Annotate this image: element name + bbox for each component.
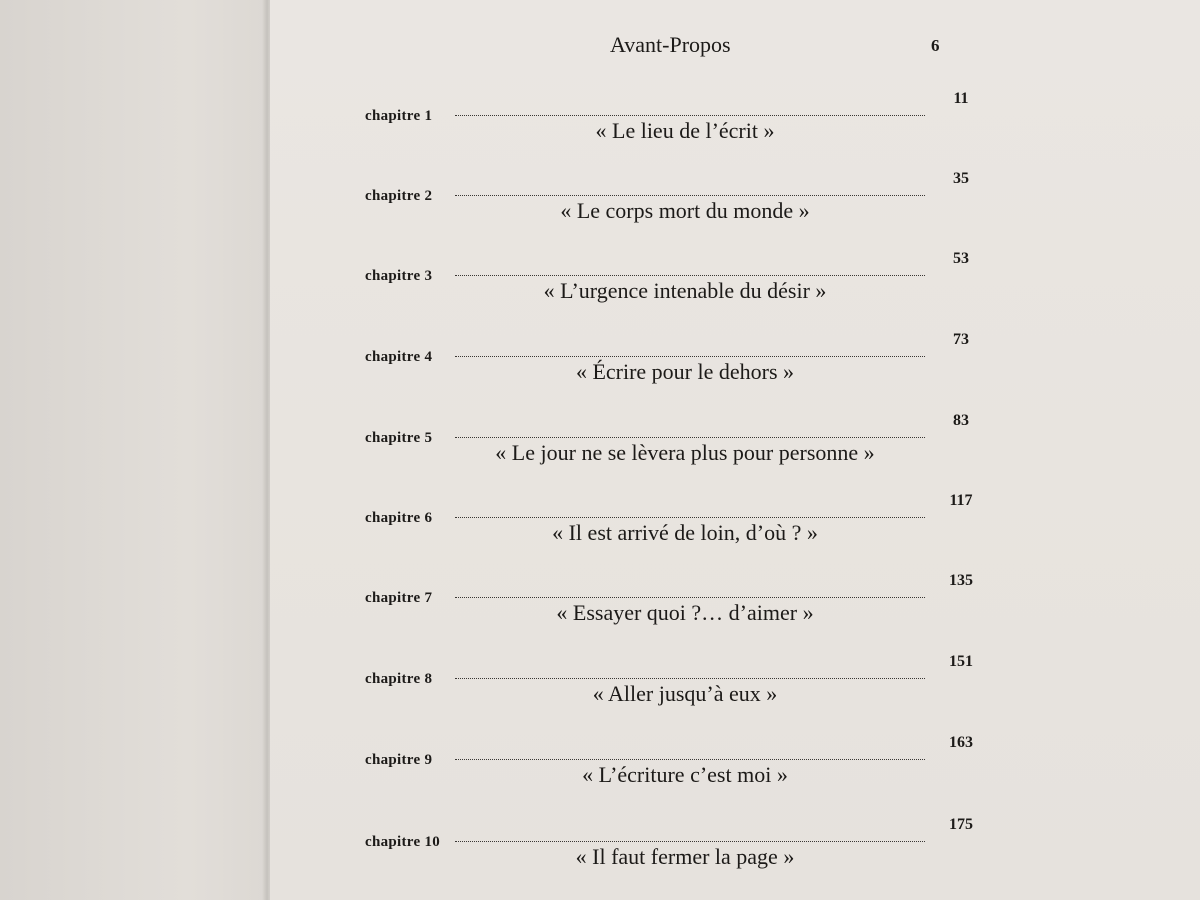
chapter-title: « Il est arrivé de loin, d’où ? » <box>552 520 818 545</box>
toc-entry-3 <box>365 250 985 338</box>
chapter-page-number: 151 <box>949 653 973 670</box>
dot-leader <box>455 678 925 679</box>
chapter-label: chapitre 1 <box>365 108 433 124</box>
chapter-title: « Il faut fermer la page » <box>575 844 795 869</box>
chapter-label: chapitre 4 <box>365 349 433 365</box>
chapter-title: « Le lieu de l’écrit » <box>595 118 775 143</box>
dot-leader <box>455 597 925 598</box>
chapter-page-number: 35 <box>953 170 969 187</box>
chapter-label: chapitre 3 <box>365 268 433 284</box>
chapter-title: « L’écriture c’est moi » <box>582 762 788 787</box>
left-blank-page <box>0 0 268 900</box>
chapter-label: chapitre 6 <box>365 510 433 526</box>
chapter-label: chapitre 8 <box>365 671 433 687</box>
dot-leader <box>455 275 925 276</box>
chapter-page-number: 11 <box>953 90 969 107</box>
toc-entry-7 <box>365 572 985 660</box>
toc-entry-2 <box>365 170 985 258</box>
foreword-page-number: 6 <box>931 36 940 55</box>
chapter-label: chapitre 5 <box>365 430 433 446</box>
chapter-page-number: 117 <box>949 492 973 509</box>
toc-entry-5 <box>365 412 985 500</box>
chapter-title: « L’urgence intenable du désir » <box>543 278 827 303</box>
toc-entry-4 <box>365 331 985 419</box>
chapter-title: « Essayer quoi ?… d’aimer » <box>556 600 814 625</box>
dot-leader <box>455 437 925 438</box>
chapter-page-number: 53 <box>953 250 969 267</box>
chapter-label: chapitre 9 <box>365 752 433 768</box>
dot-leader <box>455 517 925 518</box>
dot-leader <box>455 841 925 842</box>
chapter-label: chapitre 2 <box>365 188 433 204</box>
chapter-title: « Écrire pour le dehors » <box>575 359 795 384</box>
chapter-title: « Aller jusqu’à eux » <box>592 681 778 706</box>
chapter-page-number: 163 <box>949 734 973 751</box>
chapter-title: « Le corps mort du monde » <box>560 198 810 223</box>
chapter-label: chapitre 10 <box>365 834 441 850</box>
toc-entry-1 <box>365 90 985 178</box>
toc-entry-10 <box>365 816 985 900</box>
chapter-page-number: 73 <box>953 331 969 348</box>
chapter-page-number: 175 <box>949 816 973 833</box>
chapter-title: « Le jour ne se lèvera plus pour personne » <box>495 440 875 465</box>
dot-leader <box>455 195 925 196</box>
foreword-title: Avant-Propos <box>610 32 731 57</box>
toc-entry-6 <box>365 492 985 580</box>
table-of-contents-page <box>270 0 1200 900</box>
dot-leader <box>455 115 925 116</box>
chapter-label: chapitre 7 <box>365 590 433 606</box>
chapter-page-number: 83 <box>953 412 969 429</box>
dot-leader <box>455 356 925 357</box>
toc-entry-8 <box>365 653 985 741</box>
chapter-page-number: 135 <box>949 572 973 589</box>
table-of-contents <box>270 0 1200 900</box>
dot-leader <box>455 759 925 760</box>
toc-entry-9 <box>365 734 985 822</box>
